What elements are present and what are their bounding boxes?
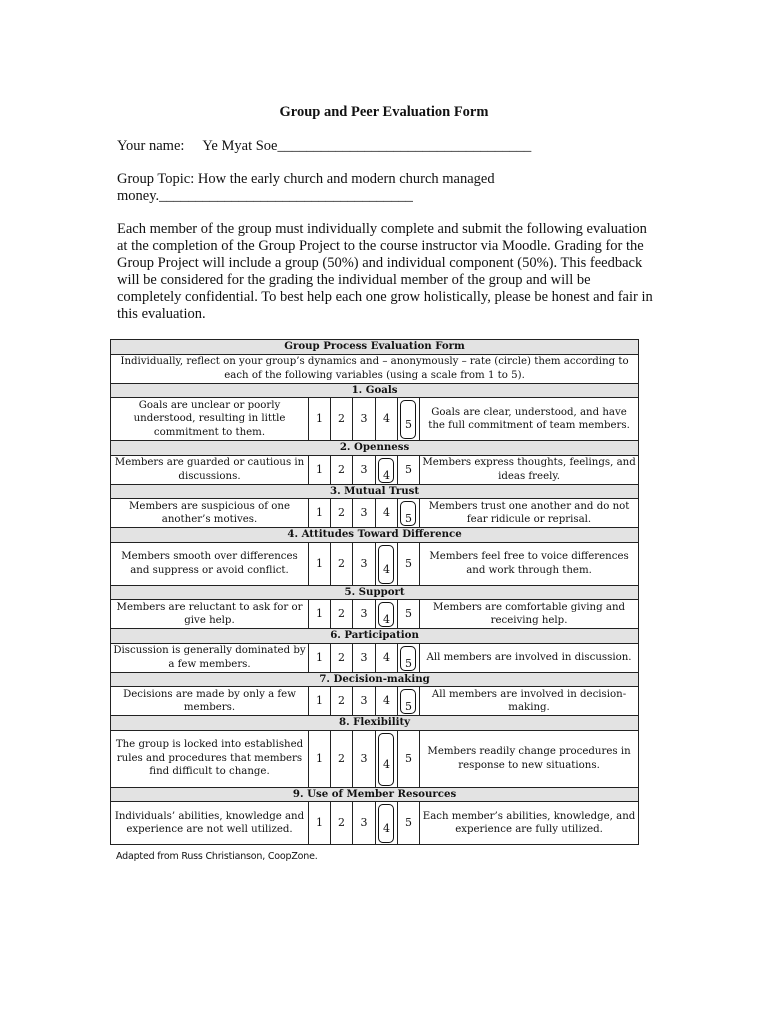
rating-option[interactable]: 3 <box>360 462 368 476</box>
criterion-high-description: Each member’s abilities, knowledge, and experience are fully utilized. <box>420 802 639 845</box>
table-heading: Group Process Evaluation Form <box>111 340 639 355</box>
criterion-high-description: Members feel free to voice differences and work through them. <box>420 542 639 585</box>
rating-option[interactable]: 2 <box>338 650 345 664</box>
rating-option[interactable]: 3 <box>360 506 368 520</box>
rating-cell[interactable] <box>331 600 353 629</box>
criterion-high-description: All members are involved in discussion. <box>420 643 639 672</box>
rating-option[interactable]: 4 <box>383 822 390 836</box>
rating-option[interactable]: 2 <box>338 556 345 570</box>
selection-mark <box>400 400 416 439</box>
rating-option[interactable]: 4 <box>383 757 390 771</box>
rating-option[interactable]: 4 <box>383 694 390 708</box>
rating-option[interactable]: 4 <box>383 412 390 426</box>
rating-cell[interactable] <box>398 802 420 845</box>
rating-option[interactable]: 5 <box>405 751 412 765</box>
rating-cell[interactable] <box>376 687 398 716</box>
selection-mark <box>378 804 394 843</box>
selection-mark <box>378 733 394 786</box>
rating-option[interactable]: 2 <box>338 694 345 708</box>
criterion-title: 8. Flexibility <box>111 716 639 731</box>
rating-option[interactable]: 1 <box>316 506 323 520</box>
criterion-title: 2. Openness <box>111 441 639 456</box>
rating-cell[interactable] <box>398 499 420 528</box>
rating-option[interactable]: 5 <box>405 418 412 432</box>
rating-option[interactable]: 3 <box>360 650 368 664</box>
criterion-high-description: Goals are clear, understood, and have the full commitment of team members. <box>420 398 639 441</box>
rating-cell[interactable] <box>353 542 376 585</box>
rating-cell[interactable] <box>331 802 353 845</box>
criterion-low-description: Members are guarded or cautious in discussions. <box>111 455 309 484</box>
selection-mark <box>400 646 416 671</box>
criterion-low-description: Discussion is generally dominated by a few members. <box>111 643 309 672</box>
rating-cell[interactable] <box>353 687 376 716</box>
rating-cell[interactable] <box>309 455 331 484</box>
criterion-high-description: Members readily change procedures in response to new situations. <box>420 730 639 787</box>
rating-option[interactable]: 4 <box>383 562 390 576</box>
rating-cell[interactable] <box>331 455 353 484</box>
criterion-high-description: Members express thoughts, feelings, and ideas freely. <box>420 455 639 484</box>
criterion-title: 7. Decision-making <box>111 672 639 687</box>
criterion-low-description: Members are reluctant to ask for or give help. <box>111 600 309 629</box>
rating-cell[interactable] <box>353 643 376 672</box>
rating-cell[interactable] <box>309 730 331 787</box>
instructions-paragraph: Each member of the group must individually complete and submit the following evaluation at the completion of the Group Project to the course instructor via Moodle. Grading for the Group Project will include a group (50%) and individual component (50%). This feedback will be considered for the grading the individual member of the group and will be completely confidential. To best help each one grow holistically, please be honest and fair in this evaluation. <box>117 221 653 322</box>
rating-option[interactable]: 5 <box>405 462 412 476</box>
criterion-title: 9. Use of Member Resources <box>111 787 639 802</box>
rating-option[interactable]: 3 <box>360 694 368 708</box>
rating-cell[interactable] <box>309 542 331 585</box>
rating-cell[interactable] <box>353 600 376 629</box>
group-topic-field[interactable]: Group Topic: How the early church and modern church managed money.___________________________________ <box>117 171 495 204</box>
rating-option[interactable]: 3 <box>360 607 368 621</box>
criterion-high-description: Members trust one another and do not fear ridicule or reprisal. <box>420 499 639 528</box>
selection-mark <box>378 458 394 483</box>
criterion-row <box>111 499 639 528</box>
criterion-low-description: Individuals’ abilities, knowledge and experience are not well utilized. <box>111 802 309 845</box>
rating-cell[interactable] <box>331 730 353 787</box>
criterion-low-description: Members are suspicious of one another’s motives. <box>111 499 309 528</box>
rating-option[interactable]: 5 <box>405 556 412 570</box>
rating-cell[interactable] <box>376 730 398 787</box>
table-instructions: Individually, reflect on your group’s dynamics and – anonymously – rate (circle) them according to each of the following variables (using a scale from 1 to 5). <box>111 354 639 383</box>
rating-option[interactable]: 5 <box>405 607 412 621</box>
rating-cell[interactable] <box>309 643 331 672</box>
selection-mark <box>378 602 394 627</box>
rating-cell[interactable] <box>398 542 420 585</box>
rating-option[interactable]: 1 <box>316 650 323 664</box>
rating-option[interactable]: 3 <box>360 556 368 570</box>
rating-option[interactable]: 5 <box>405 816 412 830</box>
rating-cell[interactable] <box>353 802 376 845</box>
rating-cell[interactable] <box>309 398 331 441</box>
footnote: Adapted from Russ Christianson, CoopZone. <box>116 851 318 862</box>
rating-option[interactable]: 1 <box>316 607 323 621</box>
rating-option[interactable]: 5 <box>405 700 412 714</box>
rating-cell[interactable] <box>398 687 420 716</box>
rating-cell[interactable] <box>376 499 398 528</box>
rating-cell[interactable] <box>376 600 398 629</box>
criterion-row <box>111 398 639 441</box>
name-label: Your name: <box>117 138 185 154</box>
selection-mark <box>400 689 416 714</box>
rating-option[interactable]: 5 <box>405 656 412 670</box>
criterion-title: 3. Mutual Trust <box>111 484 639 499</box>
rating-cell[interactable] <box>309 687 331 716</box>
rating-cell[interactable] <box>331 542 353 585</box>
selection-mark <box>400 501 416 526</box>
criterion-low-description: Members smooth over differences and suppress or avoid conflict. <box>111 542 309 585</box>
rating-option[interactable]: 2 <box>338 506 345 520</box>
selection-mark <box>378 545 394 584</box>
rating-option[interactable]: 2 <box>338 816 345 830</box>
rating-option[interactable]: 2 <box>338 462 345 476</box>
criterion-row <box>111 600 639 629</box>
criterion-high-description: Members are comfortable giving and receiving help. <box>420 600 639 629</box>
criterion-high-description: All members are involved in decision-making. <box>420 687 639 716</box>
criterion-row <box>111 730 639 787</box>
rating-option[interactable]: 4 <box>383 506 390 520</box>
rating-cell[interactable] <box>331 643 353 672</box>
evaluation-table <box>110 339 639 845</box>
criterion-low-description: Goals are unclear or poorly understood, resulting in little commitment to them. <box>111 398 309 441</box>
rating-option[interactable]: 3 <box>360 412 368 426</box>
criterion-low-description: The group is locked into established rules and procedures that members find difficult to change. <box>111 730 309 787</box>
rating-option[interactable]: 2 <box>338 607 345 621</box>
rating-option[interactable]: 4 <box>383 650 390 664</box>
criterion-title: 1. Goals <box>111 383 639 398</box>
criterion-row <box>111 542 639 585</box>
rating-option[interactable]: 4 <box>383 468 390 482</box>
rating-cell[interactable] <box>309 802 331 845</box>
criterion-row <box>111 643 639 672</box>
name-field[interactable]: Ye Myat Soe___________________________________ <box>202 138 532 154</box>
rating-option[interactable]: 3 <box>360 816 368 830</box>
rating-cell[interactable] <box>309 600 331 629</box>
rating-cell[interactable] <box>353 455 376 484</box>
rating-cell[interactable] <box>376 643 398 672</box>
rating-cell[interactable] <box>353 730 376 787</box>
criterion-row <box>111 802 639 845</box>
criterion-row <box>111 687 639 716</box>
page-title: Group and Peer Evaluation Form <box>279 104 489 120</box>
rating-cell[interactable] <box>309 499 331 528</box>
rating-option[interactable]: 3 <box>360 751 368 765</box>
rating-cell[interactable] <box>398 643 420 672</box>
name-line <box>117 138 531 155</box>
rating-option[interactable]: 1 <box>316 694 323 708</box>
rating-cell[interactable] <box>376 455 398 484</box>
rating-cell[interactable] <box>353 398 376 441</box>
criterion-title: 5. Support <box>111 585 639 600</box>
criterion-low-description: Decisions are made by only a few members. <box>111 687 309 716</box>
rating-cell[interactable] <box>331 398 353 441</box>
rating-cell[interactable] <box>398 730 420 787</box>
criterion-title: 4. Attitudes Toward Difference <box>111 528 639 543</box>
rating-cell[interactable] <box>331 499 353 528</box>
rating-option[interactable]: 1 <box>316 751 323 765</box>
rating-cell[interactable] <box>353 499 376 528</box>
rating-option[interactable]: 2 <box>338 751 345 765</box>
rating-option[interactable]: 1 <box>316 462 323 476</box>
rating-option[interactable]: 4 <box>383 613 390 627</box>
rating-option[interactable]: 1 <box>316 816 323 830</box>
rating-cell[interactable] <box>376 398 398 441</box>
rating-option[interactable]: 1 <box>316 556 323 570</box>
criterion-title: 6. Participation <box>111 629 639 644</box>
rating-cell[interactable] <box>376 802 398 845</box>
rating-option[interactable]: 1 <box>316 412 323 426</box>
rating-option[interactable]: 2 <box>338 412 345 426</box>
rating-option[interactable]: 5 <box>405 512 412 526</box>
rating-cell[interactable] <box>331 687 353 716</box>
rating-cell[interactable] <box>376 542 398 585</box>
rating-cell[interactable] <box>398 600 420 629</box>
rating-cell[interactable] <box>398 455 420 484</box>
rating-cell[interactable] <box>398 398 420 441</box>
criterion-row <box>111 455 639 484</box>
